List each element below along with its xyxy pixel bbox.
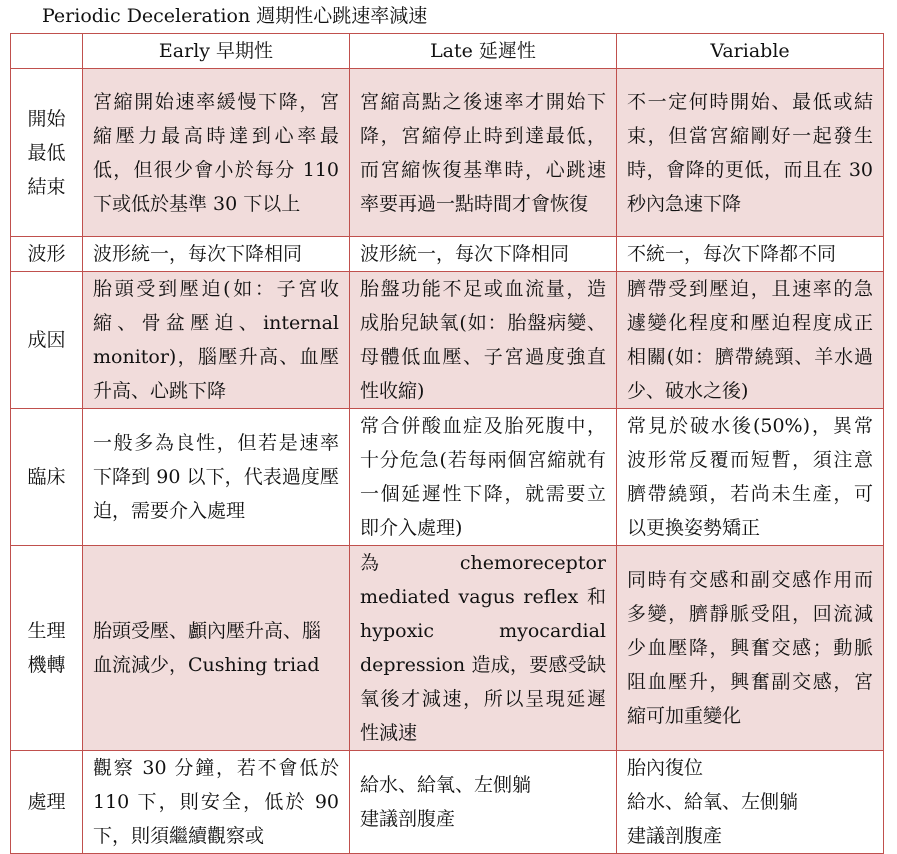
table-row-waveform bbox=[11, 237, 884, 272]
row-label-clinical: 臨床 bbox=[11, 409, 83, 546]
cell-variable-clinical: 常見於破水後(50%)，異常波形常反覆而短暫，須注意臍帶繞頸，若尚未生產，可以更換姿勢矯正 bbox=[617, 409, 884, 546]
row-label-mechanism: 生理 機轉 bbox=[11, 546, 83, 751]
header-early: Early 早期性 bbox=[83, 34, 350, 69]
row-label-cause: 成因 bbox=[11, 272, 83, 409]
deceleration-comparison-table bbox=[10, 33, 884, 854]
cell-late-waveform: 波形統一，每次下降相同 bbox=[350, 237, 617, 272]
row-label-management: 處理 bbox=[11, 751, 83, 854]
cell-early-clinical: 一般多為良性，但若是速率下降到 90 以下，代表過度壓迫，需要介入處理 bbox=[83, 409, 350, 546]
cell-late-mechanism: 為 chemoreceptor mediated vagus reflex 和 hypoxic myocardial depression 造成，要感受缺氧後才減速，所以呈現延遲性減速 bbox=[350, 546, 617, 751]
cell-late-clinical: 常合併酸血症及胎死腹中，十分危急(若每兩個宮縮就有一個延遲性下降，就需要立即介入處理) bbox=[350, 409, 617, 546]
cell-early-waveform: 波形統一，每次下降相同 bbox=[83, 237, 350, 272]
table-row-cause bbox=[11, 272, 884, 409]
cell-variable-management: 胎內復位 給水、給氧、左側躺 建議剖腹產 bbox=[617, 751, 884, 854]
header-row bbox=[11, 34, 884, 69]
cell-variable-mechanism: 同時有交感和副交感作用而多變，臍靜脈受阻，回流減少血壓降，興奮交感；動脈阻血壓升，興奮副交感，宮縮可加重變化 bbox=[617, 546, 884, 751]
header-late: Late 延遲性 bbox=[350, 34, 617, 69]
cell-variable-cause: 臍帶受到壓迫，且速率的急遽變化程度和壓迫程度成正相關(如：臍帶繞頸、羊水過少、破水之後) bbox=[617, 272, 884, 409]
table-row-clinical bbox=[11, 409, 884, 546]
cell-late-cause: 胎盤功能不足或血流量，造成胎兒缺氧(如：胎盤病變、母體低血壓、子宮過度強直性收縮) bbox=[350, 272, 617, 409]
table-row-management bbox=[11, 751, 884, 854]
cell-early-cause: 胎頭受到壓迫(如：子宮收縮、骨盆壓迫、internal monitor)，腦壓升高、血壓升高、心跳下降 bbox=[83, 272, 350, 409]
cell-variable-waveform: 不統一，每次下降都不同 bbox=[617, 237, 884, 272]
header-corner-cell bbox=[11, 34, 83, 69]
cell-early-onset: 宮縮開始速率緩慢下降，宮縮壓力最高時達到心率最低，但很少會小於每分 110 下或低於基準 30 下以上 bbox=[83, 69, 350, 237]
cell-late-management: 給水、給氧、左側躺 建議剖腹產 bbox=[350, 751, 617, 854]
row-label-waveform: 波形 bbox=[11, 237, 83, 272]
table-row-mechanism bbox=[11, 546, 884, 751]
cell-variable-onset: 不一定何時開始、最低或結束，但當宮縮剛好一起發生時，會降的更低，而且在 30 秒內急速下降 bbox=[617, 69, 884, 237]
cell-late-onset: 宮縮高點之後速率才開始下降，宮縮停止時到達最低，而宮縮恢復基準時，心跳速率要再過一點時間才會恢復 bbox=[350, 69, 617, 237]
cell-early-mechanism: 胎頭受壓、顱內壓升高、腦血流減少，Cushing triad bbox=[83, 546, 350, 751]
cell-early-management: 觀察 30 分鐘，若不會低於 110 下，則安全，低於 90 下，則須繼續觀察或 bbox=[83, 751, 350, 854]
header-variable: Variable bbox=[617, 34, 884, 69]
document-title: Periodic Deceleration 週期性心跳速率減速 bbox=[42, 5, 428, 27]
row-label-onset: 開始 最低 結束 bbox=[11, 69, 83, 237]
table-row-onset bbox=[11, 69, 884, 237]
